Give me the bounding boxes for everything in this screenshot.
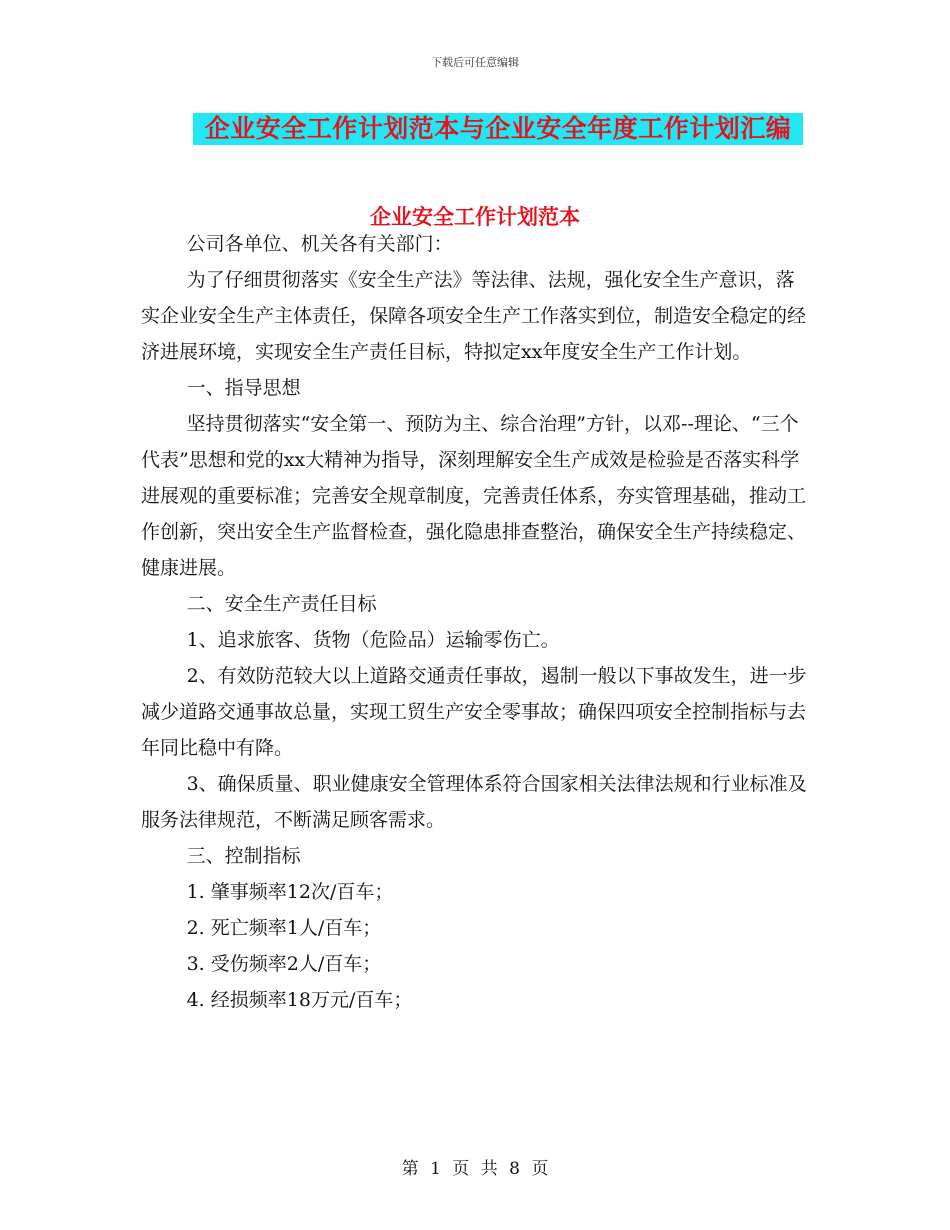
section-title: 企业安全工作计划范本 xyxy=(370,205,580,229)
goal-item: 2、有效防范较大以上道路交通责任事故，遏制一般以下事故发生，进一步减少道路交通事故总量，实现工贸生产安全零事故；确保四项安全控制指标与去年同比稳中有降。 xyxy=(141,665,807,759)
header-note: 下载后可任意编辑 xyxy=(431,56,519,69)
indicator-item: 4. 经损频率18万元/百车； xyxy=(186,989,413,1011)
heading-responsibility-goals: 二、安全生产责任目标 xyxy=(186,593,377,615)
salutation: 公司各单位、机关各有关部门： xyxy=(186,233,453,255)
page-number-footer: 第 1 页 共 8 页 xyxy=(401,1159,549,1179)
heading-control-indicators: 三、控制指标 xyxy=(186,845,301,867)
guiding-ideology-paragraph: 坚持贯彻落实“安全第一、预防为主、综合治理”方针，以邓--理论、“三个代表”思想和党的xx大精神为指导，深刻理解安全生产成效是检验是否落实科学进展观的重要标准；完善安全规章制度，完善责任体系，夯实管理基础，推动工作创新，突出安全生产监督检查，强化隐患排查整治，确保安全生产持续稳定、健康进展。 xyxy=(141,413,807,579)
document-body xyxy=(141,226,811,1018)
document-main-title: 企业安全工作计划范本与企业安全年度工作计划汇编 xyxy=(193,113,803,145)
goal-item: 3、确保质量、职业健康安全管理体系符合国家相关法律法规和行业标准及服务法律规范，不断满足顾客需求。 xyxy=(141,773,807,831)
goal-item: 1、追求旅客、货物（危险品）运输零伤亡。 xyxy=(186,629,560,651)
intro-paragraph: 为了仔细贯彻落实《安全生产法》等法律、法规，强化安全生产意识，落实企业安全生产主体责任，保障各项安全生产工作落实到位，制造安全稳定的经济进展环境，实现安全生产责任目标，特拟定xx年度安全生产工作计划。 xyxy=(141,269,807,363)
heading-guiding-ideology: 一、指导思想 xyxy=(186,377,301,399)
indicator-item: 2. 死亡频率1人/百车； xyxy=(186,917,382,939)
indicator-item: 1. 肇事频率12次/百车； xyxy=(186,881,394,903)
indicator-item: 3. 受伤频率2人/百车； xyxy=(186,953,382,975)
